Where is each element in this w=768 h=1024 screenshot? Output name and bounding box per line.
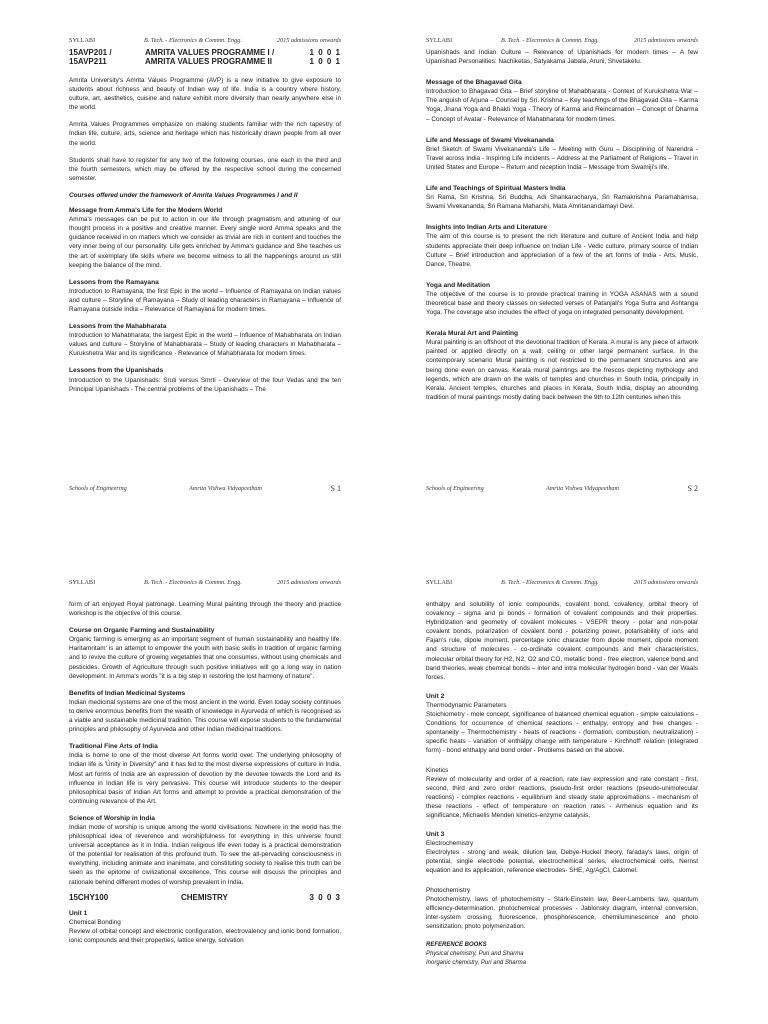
unit-heading: Unit 2 [426, 692, 445, 700]
footer-school: Schools of Engineering [426, 485, 484, 492]
section-title: Lessons from the Upanishads [69, 367, 164, 375]
courses-heading: Courses offered under the framework of Amrita Values Programmes I and II [69, 191, 298, 199]
header-program: B. Tech. - Electronics & Commn. Engg. [144, 37, 242, 44]
section-text: Indian medicinal systems are one of the most ancient in the world. Even today society continues to derive enormous benefits from the wealth of knowledge in Ayurveda of which is recognised as a viable and sustainable medicinal tradition. This course will expose students to the fundamental principles and philosophy of Ayurveda and other Indian medicinal traditions. [69, 698, 341, 734]
section-text: Organic farming is emerging as an important segment of human sustainability and healthy life. Haritamritam' is an attempt to empower the youth with basic skills in tradition of organic farming and to revive the culture of growing vegetables that one consumes, without using chemicals and pesticides. Growth of Agriculture through such positive initiatives will go a long way in nation development. In Amma's words "it is a big step in restoring the lost harmony of nature". [69, 636, 341, 680]
section-title: Benefits of Indian Medicinal Systems [69, 689, 186, 697]
page-s4 [426, 570, 698, 1024]
page-s2 [426, 0, 698, 500]
unit-subtitle: Chemical Bonding [69, 918, 121, 926]
course-title: AMRITA VALUES PROGRAMME II [145, 57, 272, 66]
course-code-row [69, 57, 341, 66]
course-section [426, 329, 698, 402]
page-number: S 2 [687, 484, 698, 493]
course-code-row [69, 893, 341, 903]
unit-subtitle: Kinetics [426, 766, 449, 774]
page-s1 [69, 0, 341, 500]
footer-university: Amrita Vishwa Vidyapeetham [189, 485, 262, 492]
section-text: India is home to one of the most diverse Art forms world over. The underlying philosophy of Indian life is 'Únity in Diversity" and it has led to the most diverse expressions of culture in India. Most art forms of India are an expression of devotion by the devotee towards the Lord and its influence in Indian life is very pervasive. This course will introduce students to the deeper philosophical basis of Indian Art forms and attempt to provide a practical demonstration of the continuing relevance of the Art. [69, 752, 341, 805]
course-section [69, 814, 341, 887]
unit-heading: Unit 1 [69, 909, 88, 917]
course-credits: 1 0 0 1 [309, 48, 341, 57]
intro-paragraph: Amrita Values Programmes emphasize on making students familiar with the rich tapestry of Indian life, culture, arts, science and heritage which has historically drawn people from all over the world. [69, 121, 341, 147]
page-s3 [69, 570, 341, 1024]
header-syllabi: SYLLABI [426, 37, 453, 44]
course-section [69, 206, 341, 270]
section-text: Introduction to the Upanishads: Sruti versus Smrti - Overview of the four Vedas and the ten Principal Upanishads - The central problems of the Upanishads – The [69, 376, 341, 393]
section-title: Lessons from the Ramayana [69, 278, 159, 286]
section-title: Insights into Indian Arts and Literature [426, 224, 548, 232]
course-code-row [69, 48, 341, 57]
course-section [69, 742, 341, 806]
page-body [426, 600, 698, 967]
unit-heading: Unit 3 [426, 831, 445, 839]
course-credits: 3 0 0 3 [309, 892, 341, 902]
intro-paragraph: Amrita University's Amrita Values Programme (AVP) is a new initiative to give exposure to students about richness and beauty of Indian way of life. India is a country where history, culture, art, aesthetics, cuisine and nature exhibit more diversity than nearly anywhere else in the world. [69, 77, 341, 112]
lead-paragraph: Upanishads and Indian Culture – Relevance of Upanishads for modern times – A few Upanishad Personalities: Nachiketas, Satyakama Jabala, Aruni, Shvetaketu. [426, 49, 698, 66]
reference-item: Inorganic chemistry, Puri and Sharma [426, 959, 526, 966]
section-text: Introduction to Mahabharata, the largest Epic in the world – Influence of Mahabharata on Indian values and culture – Storyline of Mahabharata – Study of leading characters in Mahabharata – Kurukshetra War and its significance - Relevance of Mahabharata for modern times. [69, 332, 341, 358]
header-program: B. Tech. - Electronics & Commn. Engg. [144, 579, 242, 586]
page-body [69, 600, 341, 945]
unit-text: Review of molecularity and order of a reaction, rate law expression and rate constant - first, second, third and zero order reactions, pseudo-first order reactions (pseudo-unimolecular reactions) - complex reactions - equilibrium and steady state approximations - mechanism of these reactions - effect of temperature on reaction rates - Arrhenius equation and its significance, Michaelis Menden kinetics-enzyme catalysis. [426, 775, 698, 819]
unit-text: Review of orbital concept and electronic configuration, electrovalency and ionic bond formation, ionic compounds and their properties, lattice energy, solvation [69, 927, 341, 944]
course-credits: 1 0 0 1 [309, 57, 341, 66]
section-title: Kerala Mural Art and Painting [426, 330, 519, 338]
header-syllabi: SYLLABI [69, 579, 96, 586]
lead-paragraph: form of art enjoyed Royal patronage. Learning Mural painting through the theory and practice workshop is the objective of this course. [69, 601, 341, 618]
section-text: Indian mode of worship is unique among the world civilisations. Nowhere in the world has the philosophical idea of reverence and worshipfulness for everything in this universe found universal acceptance as it in India. Indian religious life even today is a practical demonstration of the potential for realisation of this profound truth. To see the all-pervading consciousness in everything, including animate and inanimate, and constituting society to realise this truth can be seen as the epitome of civilizational excellence. This course will discuss the principles and rationale behind different modes of worship prevalent in India. [69, 823, 341, 886]
footer-university: Amrita Vishwa Vidyapeetham [546, 485, 619, 492]
header-program: B. Tech. - Electronics & Commn. Engg. [501, 579, 599, 586]
course-section [69, 278, 341, 314]
page-body [426, 48, 698, 410]
unit-text: Stoichiometry - mole concept, significance of balanced chemical equation - simple calculations - Conditions for occurrence of chemical reactions - enthalpy, entropy and free changes - spontaneity – Thermochemistry - heats of reactions - (formation, combustion, neutralization) - specific heats - variation of enthalpy change with temperature - Kirchhoff' relation (integrated form) - bond enthalpy and bond order - Problems based on the above. [426, 711, 698, 755]
course-section [69, 366, 341, 393]
section-text: Amma's messages can be put to action in our life through pragmatism and attuning of our thought process in a positive and creative manner. Every single word Amma speaks and the guidance received in on matters which we consider as trivial are rich in content and touches the very inner being of our personality. Life gets enriched by Amma's guidance and She teaches us the art of exemplary life skills where we become witness to all the happenings around us still keeping the balance of the mind. [69, 216, 341, 269]
section-title: Course on Organic Farming and Sustainability [69, 627, 215, 635]
section-text: The aim of this course is to present the rich literature and culture of Ancient India and help students appreciate their deep influence on Indian Life - Vedic culture, primary source of Indian Culture – Brief introduction and appreciation of a few of the art forms of India - Arts, Music, Dance, Theatre. [426, 233, 698, 268]
header-syllabi: SYLLABI [426, 579, 453, 586]
header-batch: 2015 admissions onwards [276, 579, 341, 586]
section-text: Introduction to Bhagavad Gita – Brief storyline of Mahabharata - Context of Kurukshetra War – The anguish of Arjuna – Counsel by Sri. Krishna – Key teachings of the Bhagavad Gita – Karma Yoga, Jnana Yoga and Bhakti Yoga - Theory of Karma and Reincarnation – Concept of Dharma – Concept of Avatar - Relevance of Mahabharata for modern times. [426, 88, 698, 123]
course-code: 15AVP201 / [69, 48, 112, 57]
page-body [69, 48, 341, 402]
section-title: Science of Worship in India [69, 814, 155, 822]
course-section [426, 136, 698, 172]
section-title: Yoga and Meditation [426, 281, 490, 289]
lead-paragraph: enthalpy and solubility of ionic compounds, covalent bond, covalency, orbital theory of covalency - sigma and pi bonds - formation of covalent compounds and their properties. Hybridization and geometry of covalent molecules - VSEPR theory - polar and non-polar covalent bonds, polarization of covalent bond - polarizing power, polarisability of ions and Fajan's rule, dipole moment, percentage ionic character from dipole moment, dipole moment and structure of molecules - co-ordinate covalent compounds and their characteristics, molecular orbital theory for H2, N2, O2 and CO, metallic bond - free electron, valence bond and band theories, weak chemical bonds – inter and intra molecular hydrogen bond - van der Waals forces. [426, 601, 698, 681]
course-section [426, 281, 698, 317]
course-section [426, 78, 698, 123]
section-text: Mural painting is an offshoot of the devotional tradition of Kerala. A mural is any piece of artwork painted or applied directly on a wall, ceiling or other large permanent surface. In the contemporary scenario Mural painting is not restricted to the permanent structures and are being done even on canvas. Kerala mural paintings are the frescos depicting mythology and legends, which are drawn on the walls of temples and churches in South India, principally in Kerala. Ancient temples, churches and places in Kerala, South India, display an abounding tradition of mural paintings mostly dating back between the 9th to 12th centuries when this [426, 339, 698, 401]
course-title: CHEMISTRY [181, 892, 228, 902]
course-code: 15AVP211 [69, 57, 107, 66]
reference-item: Physical chemistry, Puri and Sharma [426, 951, 524, 958]
course-section [69, 689, 341, 734]
header-batch: 2015 admissions onwards [276, 37, 341, 44]
course-section [426, 184, 698, 211]
course-section [69, 322, 341, 358]
section-title: Life and Teachings of Spiritual Masters India [426, 185, 566, 193]
section-text: Sri Rama, Sri Krishna, Sri Buddha, Adi Shankaracharya, Sri Ramakrishna Paramahamsa, Swami Vivekananda, Sri Ramana Maharshi, Mata Amritanandamayi Devi. [426, 194, 698, 211]
section-title: Lessons from the Mahabharata [69, 323, 167, 331]
reference-heading: REFERENCE BOOKS [426, 942, 487, 948]
course-title: AMRITA VALUES PROGRAMME I / [145, 48, 275, 57]
page-number: S 1 [330, 484, 341, 493]
course-code: 15CHY100 [69, 892, 109, 902]
section-title: Traditional Fine Arts of India [69, 743, 158, 751]
unit-subtitle: Photochemistry [426, 886, 471, 894]
unit-subtitle: Electrochemistry [426, 840, 474, 848]
unit-subtitle: Thermodynamic Parameters [426, 701, 507, 709]
course-section [69, 626, 341, 681]
section-text: The objective of the course is to provide practical training in YOGA ASANAS with a sound theoretical base and theory classes on selected verses of Patanjali's Yoga Sutra and Ashtanga Yoga. The coverage also includes the effect of yoga on integrated personality development. [426, 290, 698, 317]
section-title: Life and Message of Swami Vivekananda [426, 136, 554, 144]
unit-text: Photochemistry, laws of photochemistry - Stark-Einstein law, Beer-Lamberts law, quantum efficiency-determination, photochemical processes - Jablonsky diagram, internal conversion, inter-system crossing, fluorescence, phosphorescence, chemiluminescence and photo sensitization, photo polymerization. [426, 895, 698, 930]
header-batch: 2015 admissions onwards [633, 579, 698, 586]
section-title: Message of the Bhagavad Gita [426, 79, 522, 87]
footer-school: Schools of Engineering [69, 485, 127, 492]
section-title: Message from Amma's Life for the Modern World [69, 207, 223, 215]
section-text: Introduction to Ramayana, the first Epic in the world – Influence of Ramayana on Indian values and culture – Storyline of Ramayana – Study of leading characters in Ramayana – Influence of Ramayana outside India – Relevance of Ramayana for modern times. [69, 287, 341, 313]
header-syllabi: SYLLABI [69, 37, 96, 44]
intro-paragraph: Students shall have to register for any two of the following courses, one each in the third and the fourth semesters, which may be offered by the respective school during the concerned semester. [69, 156, 341, 182]
header-batch: 2015 admissions onwards [633, 37, 698, 44]
section-text: Brief Sketch of Swami Vivekananda's Life – Meeting with Guru – Disciplining of Narendra - Travel across India - Inspiring Life incidents – Address at the Parliament of Religions – Travel in United States and Europe – Return and reception India – Message from Swamiji's life. [426, 145, 698, 171]
header-program: B. Tech. - Electronics & Commn. Engg. [501, 37, 599, 44]
course-section [426, 223, 698, 268]
unit-text: Electrolytes - strong and weak, dilution law, Debye-Huckel theory, faraday's laws, origin of potential, single electrode potential, electrochemical series, electrochemical cells, Nernst equation and its application, reference electrodes- SHE, Ag/AgCl, Calomel. [426, 849, 698, 875]
